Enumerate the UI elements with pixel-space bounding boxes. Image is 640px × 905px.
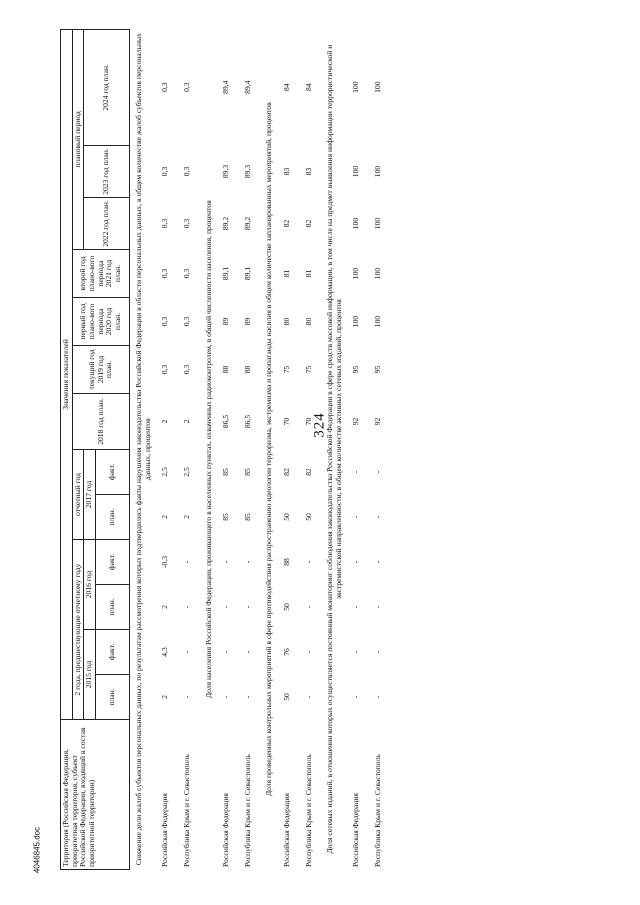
value-cell: 82 [303, 219, 313, 228]
value-cell: 89,2 [242, 216, 252, 231]
value-cell: 95 [351, 365, 361, 374]
value-cell: 100 [373, 165, 383, 178]
value-cell: 86,5 [242, 414, 252, 429]
value-cell: - [303, 695, 313, 699]
value-cell: 2 [160, 695, 170, 699]
value-cell: 85 [242, 468, 252, 476]
value-cell: 0,3 [182, 218, 192, 229]
table-row [176, 29, 200, 869]
value-cell: 2 [182, 515, 192, 519]
table-row [236, 29, 260, 869]
territory-name: Российская Федерация [220, 793, 230, 867]
value-cell: 0,3 [160, 364, 170, 375]
value-cell: 89,1 [242, 266, 252, 281]
value-cell: - [220, 560, 230, 564]
value-cell: - [182, 650, 192, 654]
territory-name: Российская Федерация [281, 793, 291, 867]
value-cell: 100 [373, 267, 383, 280]
value-cell: 76 [281, 648, 291, 656]
value-cell: 70 [281, 417, 291, 426]
value-cell: 85 [220, 468, 230, 476]
value-cell: 89,4 [220, 80, 230, 94]
value-cell: 83 [303, 167, 313, 176]
value-cell: 0,3 [182, 166, 192, 177]
table-row [366, 29, 390, 869]
value-cell: 100 [351, 81, 361, 93]
value-cell: 83 [281, 167, 291, 176]
header-territory: Территория (Российская Федерация, приоритетная территория, субъект Российской Федерации, входящий в состав приоритетной территории) [61, 720, 130, 870]
section-row [260, 29, 277, 869]
territory-name: Республика Крым и г. Севастополь [303, 754, 313, 867]
value-cell: - [351, 605, 361, 609]
value-cell: - [242, 560, 252, 564]
value-cell: 80 [303, 317, 313, 326]
value-cell: 81 [303, 269, 313, 278]
value-cell: 0,3 [182, 268, 192, 279]
value-cell: 89,2 [220, 216, 230, 231]
header-prev-two-years: 2 года, предшествующие отчетному году [72, 540, 84, 720]
header-current-year: текущий год 2019 год план. [72, 346, 129, 394]
table-row [346, 29, 366, 869]
header-plan: план. [96, 495, 130, 540]
value-cell: - [220, 605, 230, 609]
value-cell: 80 [281, 317, 291, 326]
value-cell: - [182, 605, 192, 609]
value-cell: 0,3 [182, 316, 192, 327]
header-planning-period: плановый период [72, 29, 84, 249]
value-cell: 89 [220, 317, 230, 326]
value-cell: 50 [281, 693, 291, 701]
value-cell: - [242, 650, 252, 654]
value-cell: - [373, 560, 383, 564]
value-cell: 50 [281, 513, 291, 521]
section-row [321, 29, 346, 869]
value-cell: 82 [281, 468, 291, 476]
value-cell: - [303, 560, 313, 564]
table-row [216, 29, 236, 869]
value-cell: 0,3 [160, 82, 170, 92]
value-cell: 88 [242, 365, 252, 374]
indicators-table [60, 29, 390, 870]
value-cell: 92 [373, 417, 383, 426]
value-cell: 0,3 [160, 268, 170, 279]
document-code: 4046845.doc [32, 826, 42, 874]
value-cell: 95 [373, 365, 383, 374]
value-cell: 89,3 [242, 164, 252, 179]
header-fact: факт. [96, 450, 130, 495]
value-cell: 100 [373, 315, 383, 328]
value-cell: - [182, 695, 192, 699]
value-cell: - [373, 695, 383, 699]
header-fact: факт. [96, 630, 130, 675]
value-cell: 0,3 [160, 316, 170, 327]
value-cell: 82 [281, 219, 291, 228]
territory-name: Республика Крым и г. Севастополь [242, 754, 252, 867]
table-header [61, 29, 130, 869]
value-cell: 2,5 [182, 467, 192, 477]
territory-name: Республика Крым и г. Севастополь [182, 754, 192, 867]
value-cell: 2 [182, 419, 192, 424]
header-fact: факт. [96, 540, 130, 585]
section-title: Доля проведенных контрольных мероприятий в сфере противодействия распространению идеологии терроризма, экстремизма и пропаганды насилия в общем количестве запланированных мероприятий, процентов [264, 102, 274, 797]
value-cell: 4,3 [160, 647, 170, 657]
header-2022: 2022 год план. [84, 198, 130, 250]
value-cell: 81 [281, 269, 291, 278]
value-cell: 0,3 [160, 218, 170, 229]
value-cell: 2 [160, 515, 170, 519]
value-cell: - [373, 470, 383, 474]
value-cell: - [303, 650, 313, 654]
value-cell: - [242, 695, 252, 699]
header-values: Значения показателей [61, 29, 73, 719]
value-cell: 0,3 [182, 82, 192, 92]
value-cell: 70 [303, 417, 313, 426]
value-cell: 89,1 [220, 266, 230, 281]
header-report-year: отчетный год [72, 450, 84, 540]
value-cell: 75 [281, 365, 291, 374]
value-cell: 89,3 [220, 164, 230, 179]
value-cell: - [373, 650, 383, 654]
header-second-plan-year: второй год плано-вого периода 2021 год план. [72, 250, 129, 298]
value-cell: 0,3 [160, 166, 170, 177]
value-cell: 88 [220, 365, 230, 374]
header-2023: 2023 год план. [84, 146, 130, 198]
header-first-plan-year: первый год плано-вого периода 2020 год план. [72, 298, 129, 346]
table-body [130, 29, 391, 869]
section-title: Доля населения Российской Федерации, проживающего в населенных пунктах, охваченных радиоконтролем, в общей численности населения, процентов [203, 200, 213, 699]
value-cell: - [220, 650, 230, 654]
value-cell: - [373, 605, 383, 609]
territory-name: Российская Федерация [160, 793, 170, 867]
table-row [297, 29, 321, 869]
value-cell: - [351, 560, 361, 564]
value-cell: - [373, 515, 383, 519]
value-cell: 100 [351, 217, 361, 230]
table-row [156, 29, 176, 869]
value-cell: -0,3 [160, 555, 170, 569]
value-cell: 82 [303, 468, 313, 476]
value-cell: 0,3 [182, 364, 192, 375]
header-plan: план. [96, 585, 130, 630]
value-cell: 2 [160, 605, 170, 609]
value-cell: - [351, 650, 361, 654]
section-title: Доля сетевых изданий, в отношении которых осуществляется постоянный мониторинг соблюдения законодательства Российской Федерации в сфере средств массовой информации, в том числе на предмет выявления информации террористической и экстремистской направленности, в общем количестве активных сетевых изданий, процентов [325, 44, 343, 854]
value-cell: 86,5 [220, 414, 230, 429]
value-cell: - [351, 515, 361, 519]
section-row [200, 29, 217, 869]
value-cell: 50 [281, 603, 291, 611]
value-cell: 89 [242, 317, 252, 326]
header-2024: 2024 год план. [84, 29, 130, 145]
value-cell: 100 [351, 165, 361, 178]
value-cell: 84 [281, 83, 291, 91]
header-plan: план. [96, 675, 130, 720]
value-cell: - [182, 560, 192, 564]
territory-name: Российская Федерация [351, 793, 361, 867]
value-cell: 84 [303, 83, 313, 91]
header-2018: 2018 год план. [72, 394, 129, 450]
value-cell: 85 [242, 513, 252, 521]
table-row [277, 29, 297, 869]
value-cell: - [351, 470, 361, 474]
value-cell: 89,4 [242, 80, 252, 94]
value-cell: 100 [351, 267, 361, 280]
rotated-table-container [60, 30, 515, 870]
value-cell: - [220, 695, 230, 699]
page-number: 324 [311, 412, 328, 438]
value-cell: 2,5 [160, 467, 170, 477]
value-cell: 100 [351, 315, 361, 328]
header-2015: 2015 год [84, 630, 96, 720]
value-cell: 50 [303, 513, 313, 521]
value-cell: - [242, 605, 252, 609]
section-title: Снижение доли жалоб субъектов персональных данных, по результатам рассмотрения которых подтвердились факты нарушения законодательства Российской Федерации в области персональных данных, в общем количестве жалоб субъектов персональных данных, процентов [134, 33, 152, 866]
value-cell: 92 [351, 417, 361, 426]
header-2016: 2016 год [84, 540, 96, 630]
header-2017: 2017 год [84, 450, 96, 540]
value-cell: - [351, 695, 361, 699]
value-cell: 2 [160, 419, 170, 424]
territory-name: Республика Крым и г. Севастополь [373, 754, 383, 867]
value-cell: - [303, 605, 313, 609]
value-cell: 75 [303, 365, 313, 374]
value-cell: 85 [220, 513, 230, 521]
value-cell: 88 [281, 558, 291, 566]
section-row [130, 29, 156, 869]
value-cell: 100 [373, 81, 383, 93]
value-cell: 100 [373, 217, 383, 230]
